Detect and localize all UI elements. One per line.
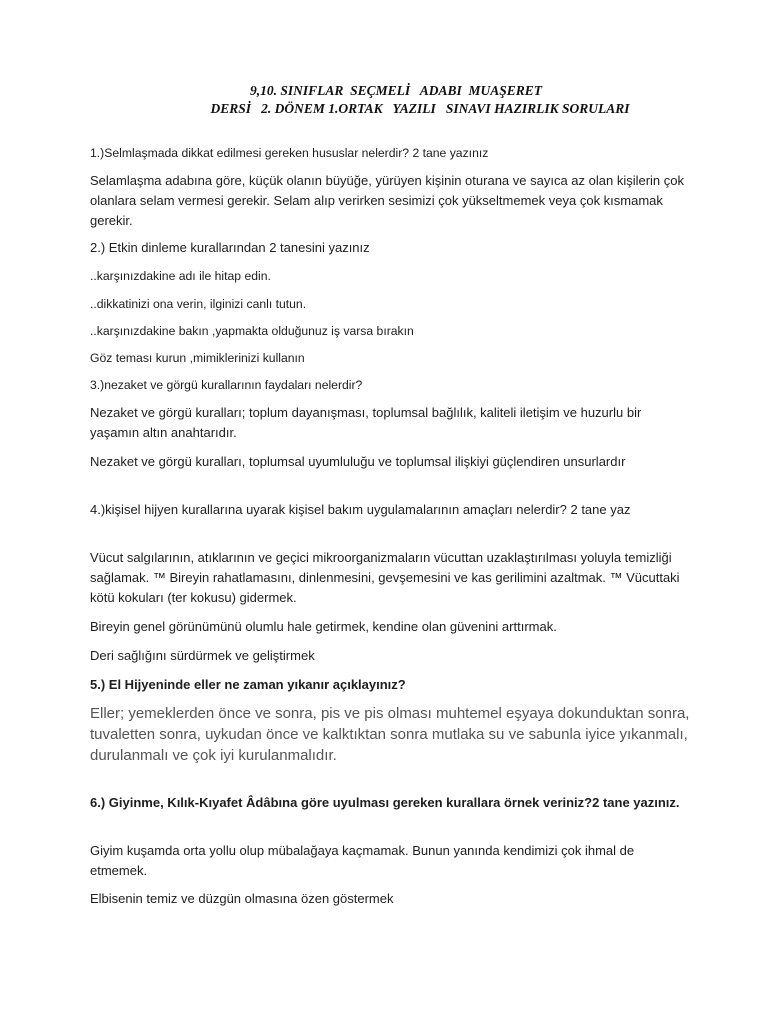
- question-4: 4.)kişisel hijyen kurallarına uyarak kişisel bakım uygulamalarının amaçları nelerdir? 2 tane yaz: [90, 502, 631, 517]
- answer-2-item-4: Göz teması kurun ,mimiklerinizi kullanın: [90, 351, 305, 365]
- question-1: 1.)Selmlaşmada dikkat edilmesi gereken hususlar nelerdir? 2 tane yazınız: [90, 146, 489, 160]
- answer-4-item-2: Bireyin genel görünümünü olumlu hale getirmek, kendine olan güvenini arttırmak.: [90, 619, 557, 634]
- question-5: 5.) El Hijyeninde eller ne zaman yıkanır açıklayınız?: [90, 677, 406, 692]
- answer-4-item-3: Deri sağlığını sürdürmek ve geliştirmek: [90, 648, 315, 663]
- answer-6-item-1: Giyim kuşamda orta yollu olup mübalağaya kaçmamak. Bunun yanında kendimizi çok ihmal de etmemek.: [90, 843, 635, 878]
- document-title-line-1: 9,10. SINIFLAR SEÇMELİ ADABI MUAŞERET: [249, 83, 543, 98]
- question-6: 6.) Giyinme, Kılık-Kıyafet Âdâbına göre uyulması gereken kurallara örnek veriniz?2 tane yazınız.: [90, 795, 680, 810]
- answer-4-item-1: Vücut salgılarının, atıklarının ve geçici mikroorganizmaların vücuttan uzaklaştırılması yoluyla temizliği sağlamak. ™ Bireyin rahatlamasını, dinlenmesini, gevşemesini ve kas gerilimini azaltmak. ™ Vücuttaki kötü kokuları (ter kokusu) gidermek.: [90, 550, 680, 605]
- answer-2-item-3: ..karşınızdakine bakın ,yapmakta olduğunuz iş varsa bırakın: [90, 324, 414, 338]
- answer-3-item-1: Nezaket ve görgü kuralları; toplum dayanışması, toplumsal bağlılık, kaliteli iletişim ve huzurlu bir yaşamın altın anahtarıdır.: [90, 405, 642, 440]
- answer-2-item-1: ..karşınızdakine adı ile hitap edin.: [90, 269, 271, 283]
- answer-3-item-2: Nezaket ve görgü kuralları, toplumsal uyumluluğu ve toplumsal ilişkiyi güçlendiren unsurlardır: [90, 454, 626, 469]
- answer-1: Selamlaşma adabına göre, küçük olanın büyüğe, yürüyen kişinin oturana ve sayıca az olan kişilerin çok olanlara selam vermesi gerekir. Selam alıp verirken sesimizi çok yükseltmemek veya çok kısmamak gerekir.: [90, 173, 685, 228]
- answer-6-item-2: Elbisenin temiz ve düzgün olmasına özen göstermek: [90, 891, 394, 906]
- question-3: 3.)nezaket ve görgü kurallarının faydaları nelerdir?: [90, 378, 363, 392]
- document-title-line-2: DERSİ 2. DÖNEM 1.ORTAK YAZILI SINAVI HAZIRLIK SORULARI: [210, 101, 630, 116]
- question-2: 2.) Etkin dinleme kurallarından 2 tanesini yazınız: [90, 240, 370, 255]
- answer-5: Eller; yemeklerden önce ve sonra, pis ve pis olması muhtemel eşyaya dokunduktan sonra, tuvaletten sonra, uykudan önce ve kalktıktan sonra mutlaka su ve sabunla iyice yıkanmalı, durulanmalı ve çok iyi kurulanmalıdır.: [90, 705, 690, 764]
- answer-2-item-2: ..dikkatinizi ona verin, ilginizi canlı tutun.: [90, 297, 307, 311]
